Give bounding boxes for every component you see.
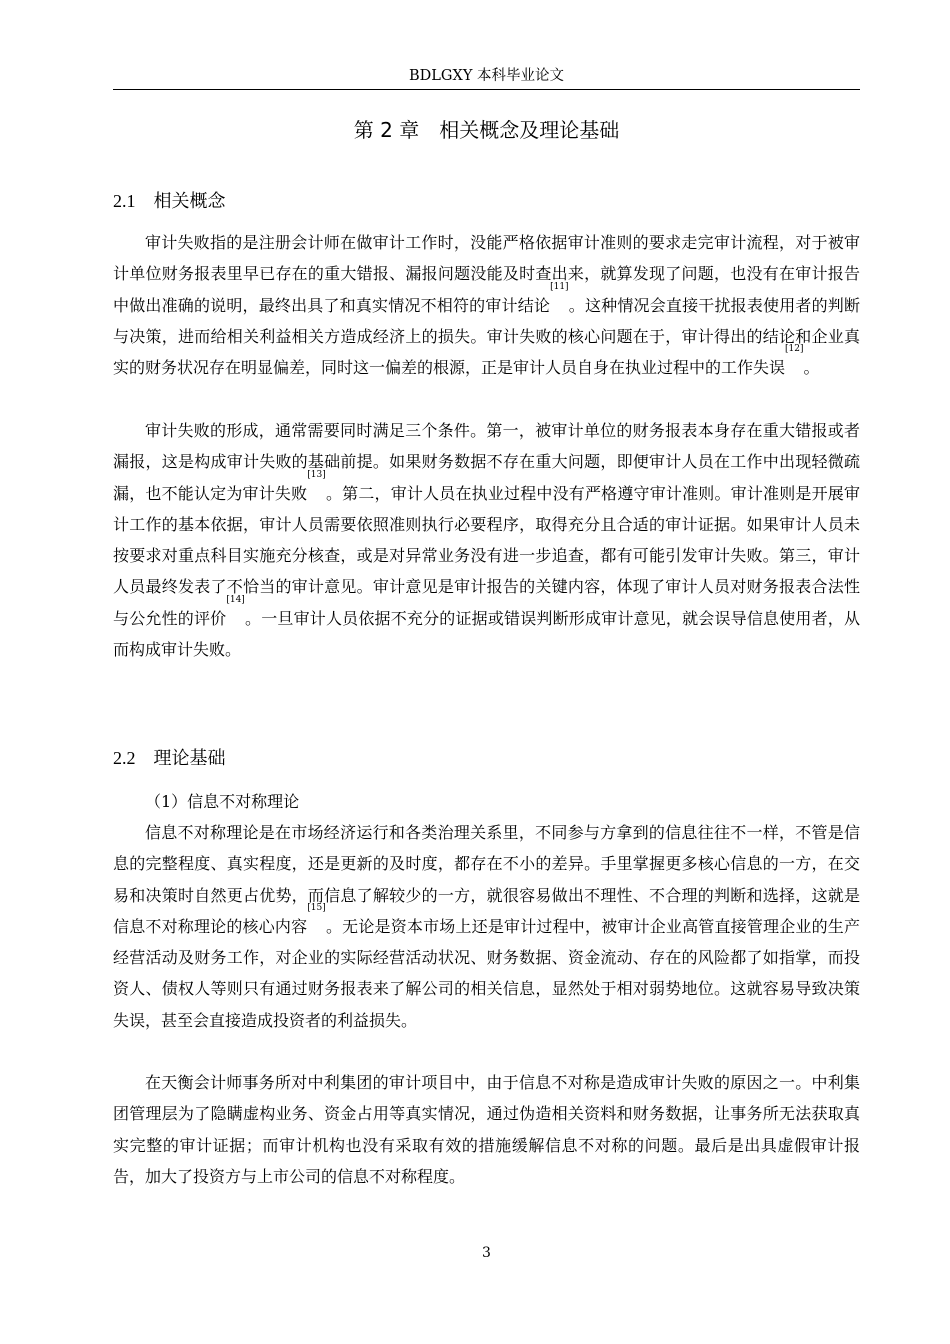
section-number: 2.1 [113,191,136,211]
citation: [15] [307,902,326,913]
citation: [14] [226,594,245,605]
paragraph [113,1067,860,1192]
subsection-heading: （1）信息不对称理论 [145,792,300,811]
page-number: 3 [482,1245,491,1261]
chapter-title: 第 2 章 相关概念及理论基础 [353,118,620,142]
paragraph [113,817,860,1036]
citation: [12] [785,344,804,355]
paragraph-text: 审计失败指的是注册会计师在做审计工作时，没能严格依据审计准则的要求走完审计流程，对于被审计单位财务报表里早已存在的重大错报、漏报问题没能及时查出来，就算发现了问题，也没有在审计报告中做出准确的说明，最终出具了和真实情况不相符的审计结论 [113,233,860,315]
paragraph-text: 。一旦审计人员依据不充分的证据或错误判断形成审计意见，就会误导信息使用者，从而构成审计失败。 [113,608,860,660]
section-heading-2-2 [113,745,226,772]
paragraph-text: 在天衡会计师事务所对中利集团的审计项目中，由于信息不对称是造成审计失败的原因之一。中利集团管理层为了隐瞒虚构业务、资金占用等真实情况，通过伪造相关资料和财务数据，让事务所无法获取真实完整的审计证据；而审计机构也没有采取有效的措施缓解信息不对称的问题。最后是出具虚假审计报告，加大了投资方与上市公司的信息不对称程度。 [113,1073,860,1186]
paragraph-text: 。无论是资本市场上还是审计过程中，被审计企业高管直接管理企业的生产经营活动及财务工作，对企业的实际经营活动状况、财务数据、资金流动、存在的风险都了如指掌，而投资人、债权人等则只有通过财务报表来了解公司的相关信息，显然处于相对弱势地位。这就容易导致决策失误，甚至会直接造成投资者的利益损失。 [113,916,860,1030]
running-header: BDLGXY 本科毕业论文 [409,68,564,84]
header-rule [113,89,860,90]
paragraph [113,415,860,665]
paragraph-text: 。 [803,358,820,378]
paragraph-text: 。第二，审计人员在执业过程中没有严格遵守审计准则。审计准则是开展审计工作的基本依据，审计人员需要依照准则执行必要程序，取得充分且合适的审计证据。如果审计人员未按要求对重点科目实施充分核查，或是对异常业务没有进一步追查，都有可能引发审计失败。第三，审计人员最终发表了不恰当的审计意见。审计意见是审计报告的关键内容，体现了审计人员对财务报表合法性与公允性的评价 [113,483,860,628]
paragraph-text: 审计失败的形成，通常需要同时满足三个条件。第一，被审计单位的财务报表本身存在重大错报或者漏报，这是构成审计失败的基础前提。如果财务数据不存在重大问题，即便审计人员在工作中出现轻微疏漏，也不能认定为审计失败 [113,421,860,503]
citation: [13] [307,469,326,480]
citation: [11] [550,281,569,292]
section-heading-2-1 [113,188,226,215]
paragraph-text: 。这种情况会直接干扰报表使用者的判断与决策，进而给相关利益相关方造成经济上的损失。审计失败的核心问题在于，审计得出的结论和企业真实的财务状况存在明显偏差，同时这一偏差的根源，正是审计人员自身在执业过程中的工作失误 [113,295,860,378]
section-number: 2.2 [113,748,136,768]
section-title-text: 相关概念 [153,191,226,212]
paragraph [113,227,860,383]
paragraph-text: 信息不对称理论是在市场经济运行和各类治理关系里，不同参与方拿到的信息往往不一样，不管是信息的完整程度、真实程度，还是更新的及时度，都存在不小的差异。手里掌握更多核心信息的一方，在交易和决策时自然更占优势，而信息了解较少的一方，就很容易做出不理性、不合理的判断和选择，这就是信息不对称理论的核心内容 [113,823,860,936]
section-title-text: 理论基础 [153,748,226,769]
